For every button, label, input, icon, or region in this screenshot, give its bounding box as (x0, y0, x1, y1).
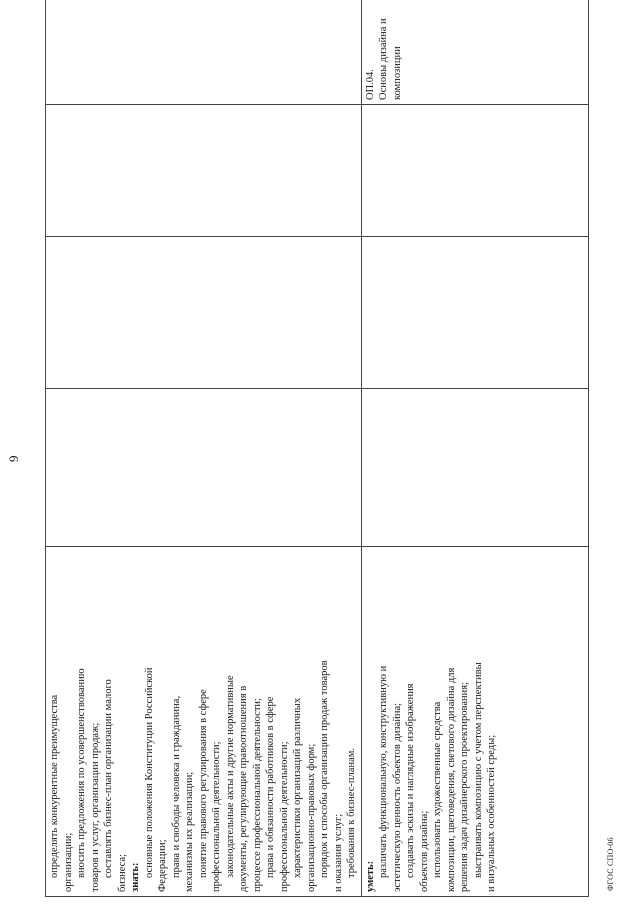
discipline-code: ОП.04. (364, 69, 376, 100)
requirement-line: порядок и способы организации продаж товаров (319, 660, 330, 878)
requirement-line: объектов дизайна; (418, 810, 430, 892)
section-heading: уметь: (364, 860, 376, 892)
requirement-line: решения задач дизайнерского проектирования; (459, 681, 470, 892)
requirement-line: и оказания услуг; (332, 813, 344, 892)
table-row (46, 0, 362, 897)
requirement-line: организационно-правовых форм; (305, 743, 317, 892)
requirement-line: понятие правового регулирования в сфере (197, 689, 209, 878)
hours-max-cell (361, 389, 588, 547)
discipline-cell (361, 0, 588, 105)
table-row (361, 0, 588, 897)
requirements-cell (46, 547, 362, 897)
index-cell (361, 105, 588, 237)
requirement-line: определять конкурентные преимущества (49, 694, 60, 878)
requirement-line: документы, регулирующие правоотношения в (238, 685, 249, 892)
requirement-line: организации; (62, 832, 74, 892)
hours-class-cell (46, 237, 362, 389)
requirements-cell (361, 547, 588, 897)
requirement-line: профессиональной деятельности; (211, 741, 222, 892)
page-number: 9 (6, 455, 21, 462)
requirement-line: выстраивать композицию с учетом перспективы (472, 662, 484, 878)
hours-max-cell (46, 389, 362, 547)
document-footer: ФГОС СПО-06 (606, 837, 615, 891)
requirement-line: законодательные акты и другие нормативные (224, 675, 236, 878)
requirement-line: товаров и услуг, организации продаж; (89, 722, 101, 892)
requirement-line: требования к бизнес-планам. (346, 748, 357, 878)
curriculum-table (45, 0, 589, 897)
discipline-cell (46, 0, 362, 105)
requirement-line: бизнеса; (116, 853, 128, 892)
discipline-title: композиции (391, 46, 403, 100)
requirement-line: и визуальных особенностей среды; (486, 734, 497, 892)
requirement-line: эстетическую ценность объектов дизайна; (391, 702, 403, 892)
requirement-line: композиции, цветоведения, светового дизайна для (445, 667, 457, 892)
requirement-line: вносить предложения по усовершенствованию (76, 668, 87, 878)
index-cell (46, 105, 362, 237)
requirement-line: характеристики организаций различных (292, 697, 303, 878)
requirement-line: использовать художественные средства (432, 701, 443, 878)
requirement-line: Федерации; (157, 839, 168, 892)
requirement-line: различать функциональную, конструктивную и (378, 665, 389, 878)
requirement-line: механизмы их реализации; (184, 771, 195, 892)
requirement-line: профессиональной деятельности; (278, 741, 290, 892)
requirement-line: составлять бизнес-план организации малого (103, 679, 114, 878)
requirement-line: основные положения Конституции Российской (143, 667, 155, 878)
requirement-line: процессе профессиональной деятельности; (251, 698, 263, 892)
requirement-line: права и обязанности работников в сфере (265, 696, 276, 878)
requirement-line: создавать эскизы и наглядные изображения (405, 683, 416, 878)
requirement-line: права и свободы человека и гражданина, (170, 695, 182, 878)
discipline-title: Основы дизайна и (378, 18, 389, 100)
hours-class-cell (361, 237, 588, 389)
section-heading: знать: (130, 862, 141, 892)
